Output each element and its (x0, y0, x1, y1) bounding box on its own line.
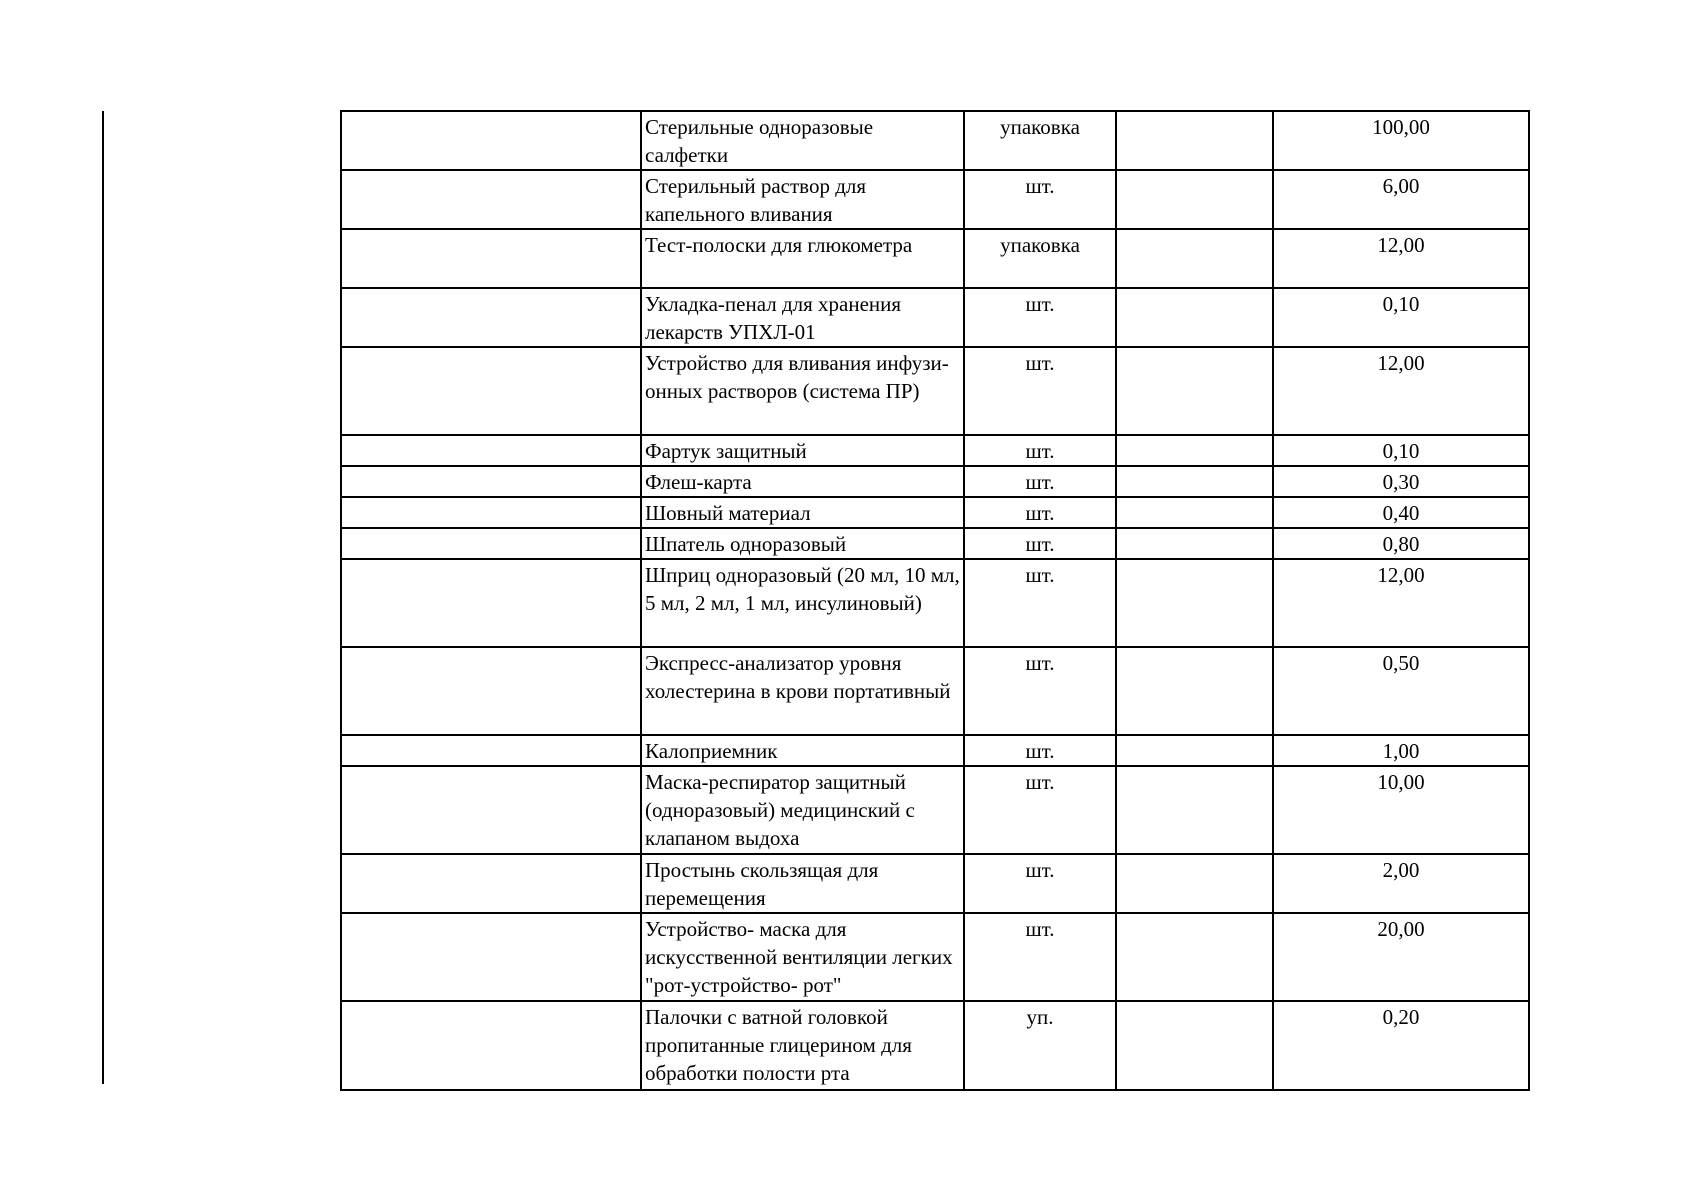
item-unit: шт. (964, 735, 1116, 766)
empty-cell (1116, 735, 1273, 766)
item-quantity: 12,00 (1273, 347, 1529, 435)
empty-cell (341, 647, 641, 735)
empty-cell (1116, 559, 1273, 647)
item-unit: упаковка (964, 111, 1116, 170)
item-quantity: 2,00 (1273, 854, 1529, 913)
empty-cell (341, 111, 641, 170)
empty-cell (341, 559, 641, 647)
item-quantity: 0,10 (1273, 288, 1529, 347)
table-row (341, 766, 1529, 854)
item-unit: шт. (964, 170, 1116, 229)
empty-cell (341, 170, 641, 229)
item-unit: шт. (964, 528, 1116, 559)
empty-cell (341, 288, 641, 347)
table-row (341, 497, 1529, 528)
item-quantity: 12,00 (1273, 229, 1529, 288)
item-quantity: 0,20 (1273, 1001, 1529, 1090)
empty-cell (1116, 1001, 1273, 1090)
item-unit: шт. (964, 766, 1116, 854)
item-quantity: 6,00 (1273, 170, 1529, 229)
empty-cell (1116, 466, 1273, 497)
item-quantity: 100,00 (1273, 111, 1529, 170)
item-name: Шовный материал (641, 497, 964, 528)
item-unit: упаковка (964, 229, 1116, 288)
empty-cell (1116, 497, 1273, 528)
item-quantity: 0,40 (1273, 497, 1529, 528)
item-unit: шт. (964, 559, 1116, 647)
item-quantity: 0,10 (1273, 435, 1529, 466)
empty-cell (1116, 170, 1273, 229)
table-row (341, 854, 1529, 913)
item-quantity: 0,30 (1273, 466, 1529, 497)
empty-cell (341, 1001, 641, 1090)
empty-cell (341, 528, 641, 559)
empty-cell (341, 229, 641, 288)
table-row (341, 170, 1529, 229)
table-row (341, 347, 1529, 435)
empty-cell (1116, 347, 1273, 435)
table-row (341, 1001, 1529, 1090)
item-quantity: 0,50 (1273, 647, 1529, 735)
empty-cell (1116, 528, 1273, 559)
item-name: Простынь скользящая для перемещения (641, 854, 964, 913)
empty-cell (341, 766, 641, 854)
empty-cell (1116, 647, 1273, 735)
empty-cell (1116, 766, 1273, 854)
item-name: Маска-респиратор защитный (одноразовый) медицинский с клапаном выдоха (641, 766, 964, 854)
table-row (341, 229, 1529, 288)
empty-cell (1116, 111, 1273, 170)
empty-cell (1116, 229, 1273, 288)
table-row (341, 647, 1529, 735)
item-unit: шт. (964, 647, 1116, 735)
empty-cell (1116, 288, 1273, 347)
table-row (341, 913, 1529, 1001)
item-unit: шт. (964, 347, 1116, 435)
page-margin-line (102, 111, 104, 1084)
item-name: Фартук защитный (641, 435, 964, 466)
empty-cell (341, 466, 641, 497)
empty-cell (341, 735, 641, 766)
item-name: Шпатель одноразовый (641, 528, 964, 559)
item-unit: шт. (964, 288, 1116, 347)
item-name: Устройство для вливания инфузи-онных растворов (система ПР) (641, 347, 964, 435)
item-unit: шт. (964, 497, 1116, 528)
item-name: Стерильный раствор для капельного вливания (641, 170, 964, 229)
item-name: Тест-полоски для глюкометра (641, 229, 964, 288)
supplies-table (340, 110, 1530, 1091)
item-unit: шт. (964, 466, 1116, 497)
item-quantity: 10,00 (1273, 766, 1529, 854)
empty-cell (341, 497, 641, 528)
item-name: Стерильные одноразовые салфетки (641, 111, 964, 170)
item-name: Экспресс-анализатор уровня холестерина в крови портативный (641, 647, 964, 735)
item-name: Флеш-карта (641, 466, 964, 497)
table-row (341, 435, 1529, 466)
item-unit: шт. (964, 435, 1116, 466)
item-name: Шприц одноразовый (20 мл, 10 мл, 5 мл, 2 мл, 1 мл, инсулиновый) (641, 559, 964, 647)
empty-cell (341, 347, 641, 435)
item-name: Укладка-пенал для хранения лекарств УПХЛ-01 (641, 288, 964, 347)
item-name: Калоприемник (641, 735, 964, 766)
item-quantity: 0,80 (1273, 528, 1529, 559)
item-quantity: 1,00 (1273, 735, 1529, 766)
table-row (341, 735, 1529, 766)
item-name: Палочки с ватной головкой пропитанные глицерином для обработки полости рта (641, 1001, 964, 1090)
empty-cell (1116, 435, 1273, 466)
table-row (341, 528, 1529, 559)
table-row (341, 559, 1529, 647)
item-unit: шт. (964, 854, 1116, 913)
empty-cell (1116, 854, 1273, 913)
empty-cell (341, 854, 641, 913)
item-unit: уп. (964, 1001, 1116, 1090)
item-quantity: 20,00 (1273, 913, 1529, 1001)
item-unit: шт. (964, 913, 1116, 1001)
item-quantity: 12,00 (1273, 559, 1529, 647)
item-name: Устройство- маска для искусственной вентиляции легких "рот-устройство- рот" (641, 913, 964, 1001)
table-row (341, 111, 1529, 170)
table-row (341, 466, 1529, 497)
table-row (341, 288, 1529, 347)
empty-cell (341, 913, 641, 1001)
empty-cell (341, 435, 641, 466)
empty-cell (1116, 913, 1273, 1001)
